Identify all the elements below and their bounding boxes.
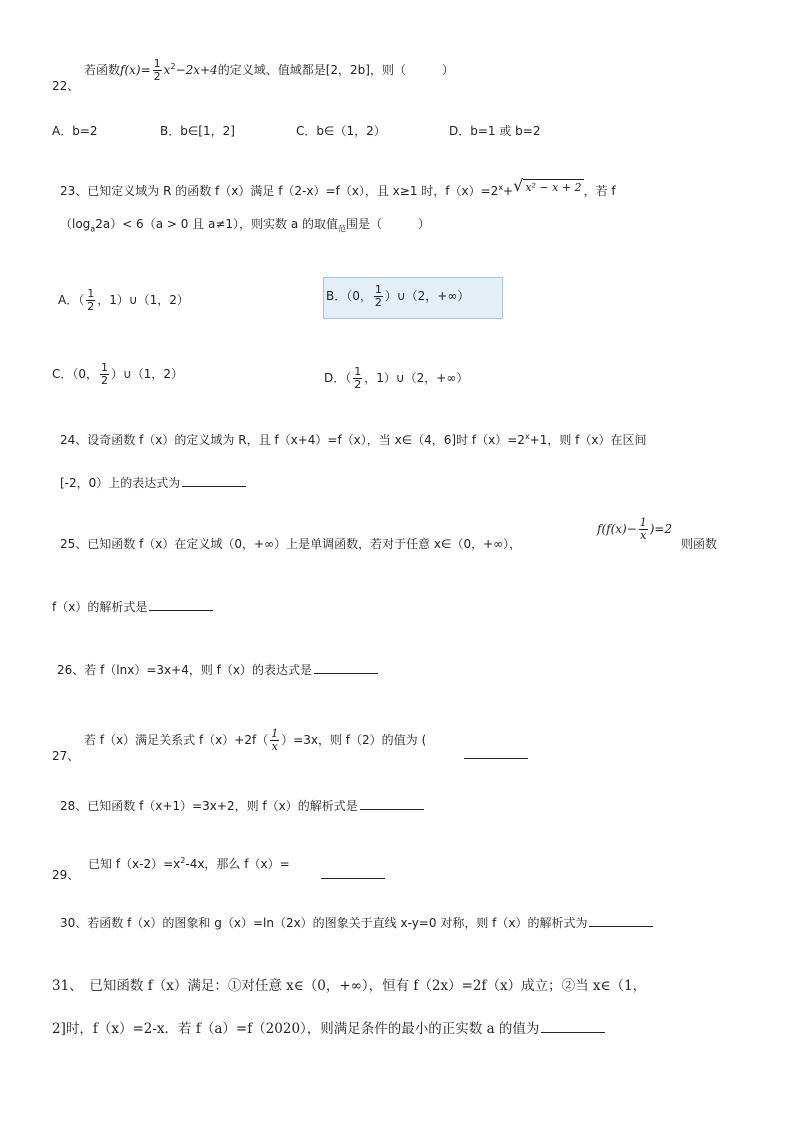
q31-line1: 31、 已知函数 f（x）满足：①对任意 x∈（0，+∞），恒有 f（2x）=2f（x）成立；②当 x∈（1， <box>52 978 647 994</box>
q25-cond-frac <box>639 517 648 542</box>
q27-question <box>84 728 426 753</box>
q28-text: 28、已知函数 f（x+1）=3x+2，则 f（x）的解析式是 <box>60 799 358 813</box>
q22-option-b[interactable]: B．b∈[1，2] <box>160 124 235 138</box>
q22-frac-den: 2 <box>153 70 161 83</box>
q23-option-a-post: ，1）∪（1，2） <box>97 293 189 307</box>
q22-exp: 2 <box>170 62 176 71</box>
q30-line <box>60 914 653 931</box>
q25-answer-blank[interactable] <box>149 598 213 611</box>
q23-option-c-frac <box>100 362 109 387</box>
q23-option-c-pre: C．（0， <box>52 367 99 381</box>
q23-option-d[interactable] <box>324 366 468 391</box>
q22-pre: 若函数 <box>84 63 121 77</box>
frac-num: 1 <box>354 365 362 378</box>
q23-option-a[interactable] <box>58 288 189 313</box>
q23-line2 <box>60 215 430 234</box>
q28-answer-blank[interactable] <box>360 797 424 810</box>
q22-fx: f(x)= <box>120 63 151 77</box>
frac-num: 1 <box>639 516 647 529</box>
q23-option-b-pre: B．（0， <box>326 289 372 303</box>
q31-line2 <box>52 1017 605 1037</box>
q27-answer-blank[interactable] <box>464 746 528 759</box>
q24-line2-text: [-2，0）上的表达式为 <box>60 476 181 490</box>
frac-num: 1 <box>271 727 279 740</box>
q23-line2-a: （log <box>60 217 91 231</box>
q25-condition <box>597 517 672 542</box>
q24-line1 <box>60 431 647 448</box>
q23-option-c-post: ）∪（1，2） <box>111 367 184 381</box>
q24-answer-blank[interactable] <box>182 474 246 487</box>
q22-question <box>84 58 454 83</box>
q23-option-d-pre: D．（ <box>324 371 352 385</box>
q23-radicand: x² − x + 2 <box>525 181 582 194</box>
q31-line2-text: 2]时，f（x）=2-x．若 f（a）=f（2020），则满足条件的最小的正实数 a 的值为 <box>52 1021 540 1037</box>
q25-line1-post: 则函数 <box>681 537 718 551</box>
q23-line1-post: ，若 f <box>583 184 616 198</box>
frac-num: 1 <box>87 287 95 300</box>
q29-pre: 已知 f（x-2）=x <box>88 857 181 871</box>
q23-fan: 范 <box>338 224 347 234</box>
q23-line2-c: 围是（ ） <box>346 217 431 231</box>
q22-post: 的定义域、值域都是[2，2b]，则（ ） <box>217 63 454 77</box>
q27-pre: 若 f（x）满足关系式 f（x）+2f（ <box>84 733 269 747</box>
q25-cond-pre: f(f(x)− <box>597 522 637 536</box>
q22-rest: −2x+4 <box>175 63 218 77</box>
q22-frac-num: 1 <box>153 57 161 70</box>
q23-sqrt <box>513 176 583 195</box>
q22-option-c[interactable]: C．b∈（1，2） <box>296 124 386 138</box>
sqrt-icon: √ <box>513 176 524 195</box>
q29-question <box>88 855 290 872</box>
q30-answer-blank[interactable] <box>589 914 653 927</box>
q29-answer-blank[interactable] <box>321 866 385 879</box>
q23-log-base: a <box>90 224 96 234</box>
q29-number: 29、 <box>52 868 80 882</box>
q24-exp-x: x <box>524 432 530 441</box>
q23-option-b-frac <box>374 284 383 309</box>
frac-den: 2 <box>87 300 95 313</box>
frac-den: 2 <box>101 374 109 387</box>
q27-frac <box>270 728 279 753</box>
q23-line2-b: 2a）< 6（a > 0 且 a≠1），则实数 a 的取值 <box>95 217 339 231</box>
frac-den: 2 <box>354 378 362 391</box>
frac-den: x <box>271 740 278 753</box>
q27-number: 27、 <box>52 749 80 763</box>
q25-line2 <box>52 598 213 615</box>
frac-num: 1 <box>374 283 382 296</box>
frac-den: x <box>640 529 647 542</box>
q23-option-c[interactable] <box>52 362 183 387</box>
q30-text: 30、若函数 f（x）的图象和 g（x）=ln（2x）的图象关于直线 x-y=0 对称，则 f（x）的解析式为 <box>60 916 588 930</box>
q23-exp-x: x <box>498 183 504 192</box>
q31-answer-blank[interactable] <box>541 1020 605 1033</box>
q22-option-a[interactable]: A．b=2 <box>52 124 98 138</box>
q28-line <box>60 797 424 814</box>
frac-den: 2 <box>374 296 382 309</box>
q27-post: ）=3x，则 f（2）的值为 <box>281 733 418 747</box>
q23-option-b-post: ）∪（2，+∞） <box>384 289 470 303</box>
q24-line2 <box>60 474 246 491</box>
frac-num: 1 <box>101 361 109 374</box>
q29-exp: 2 <box>180 856 186 865</box>
q22-poly: x <box>163 63 171 77</box>
q25-line1-text: 25、已知函数 f（x）在定义域（0，+∞）上是单调函数，若对于任意 x∈（0，+∞）， <box>60 537 522 551</box>
q26-line <box>57 661 378 678</box>
q23-line1 <box>60 176 616 199</box>
q23-option-d-post: ，1）∪（2，+∞） <box>364 371 469 385</box>
q23-option-a-pre: A．（ <box>58 293 85 307</box>
q22-number: 22、 <box>52 79 80 93</box>
q25-line1 <box>60 535 521 552</box>
q23-option-d-frac <box>353 366 362 391</box>
q26-text: 26、若 f（lnx）=3x+4，则 f（x）的表达式是 <box>57 663 312 677</box>
q23-plus: + <box>503 184 514 198</box>
q29-post: -4x，那么 f（x）= <box>185 857 290 871</box>
q26-answer-blank[interactable] <box>314 661 378 674</box>
q22-option-d[interactable]: D．b=1 或 b=2 <box>449 124 541 138</box>
q23-line1-pre: 23、已知定义域为 R 的函数 f（x）满足 f（2-x）=f（x），且 x≥1 时，f（x）=2 <box>60 184 499 198</box>
q24-line1-post: +1，则 f（x）在区间 <box>529 433 647 447</box>
q25-line2-text: f（x）的解析式是 <box>52 600 148 614</box>
q25-cond-post: )=2 <box>649 522 673 536</box>
q27-mark: ( <box>421 733 427 747</box>
q23-option-b[interactable] <box>326 284 469 309</box>
q22-fraction <box>153 58 162 83</box>
q23-option-a-frac <box>86 288 95 313</box>
q24-line1-pre: 24、设奇函数 f（x）的定义域为 R，且 f（x+4）=f（x），当 x∈（4，6]时 f（x）=2 <box>60 433 525 447</box>
